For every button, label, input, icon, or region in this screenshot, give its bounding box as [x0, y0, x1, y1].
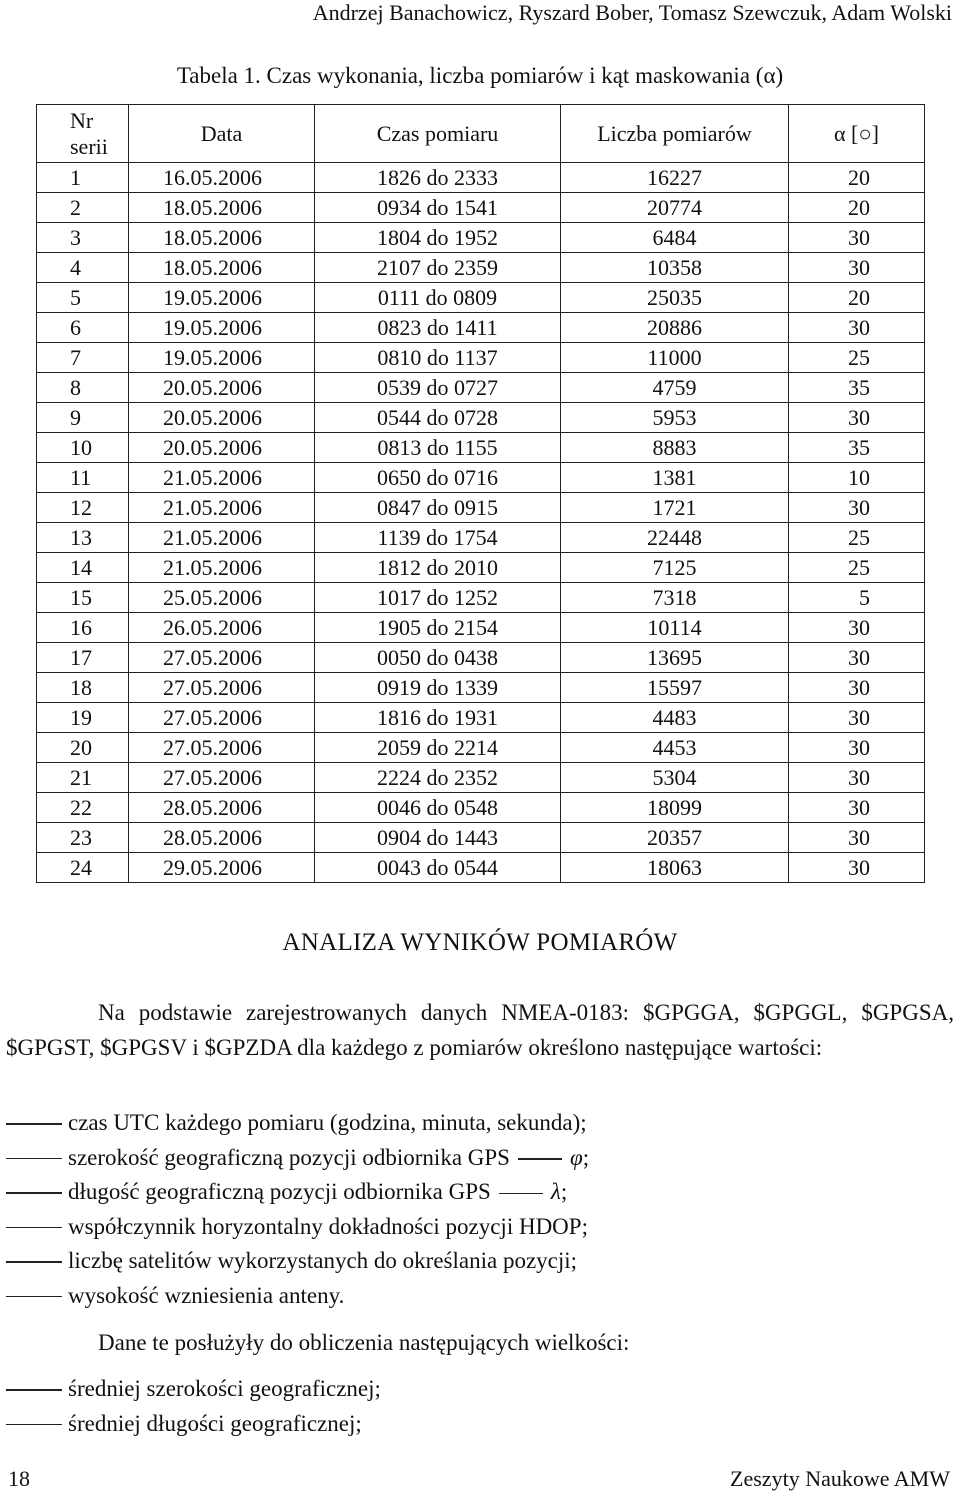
list-item-text: średniej długości geograficznej;: [68, 1410, 362, 1436]
list-item-text: wysokość wzniesienia anteny.: [68, 1282, 345, 1308]
list-item: [6, 1244, 954, 1279]
cell-liczba: 4453: [561, 733, 789, 763]
cell-czas: 0823 do 1411: [315, 313, 561, 343]
cell-nr: 7: [37, 343, 129, 373]
cell-liczba: 7125: [561, 553, 789, 583]
cell-nr: 18: [37, 673, 129, 703]
cell-czas: 0919 do 1339: [315, 673, 561, 703]
inline-dash: [518, 1158, 562, 1160]
cell-nr: 13: [37, 523, 129, 553]
cell-date: 27.05.2006: [129, 703, 315, 733]
cell-nr: 9: [37, 403, 129, 433]
cell-nr: 21: [37, 763, 129, 793]
list-item-text: średniej szerokości geograficznej;: [68, 1376, 381, 1401]
table-row: [37, 793, 925, 823]
list-item-text: współczynnik horyzontalny dokładności pozycji HDOP;: [68, 1213, 588, 1239]
section-title: ANALIZA WYNIKÓW POMIARÓW: [282, 929, 678, 956]
page-number: 18: [8, 1466, 30, 1491]
cell-nr: 1: [37, 163, 129, 193]
cell-nr: 11: [37, 463, 129, 493]
cell-nr: 19: [37, 703, 129, 733]
cell-nr: 22: [37, 793, 129, 823]
list-item-text: liczbę satelitów wykorzystanych do określania pozycji;: [68, 1248, 578, 1273]
table-row: [37, 313, 925, 343]
table-row: [37, 673, 925, 703]
inline-dash: [499, 1193, 543, 1195]
cell-czas: 0847 do 0915: [315, 493, 561, 523]
table-header-row: [37, 105, 925, 163]
cell-nr: 6: [37, 313, 129, 343]
list-item: [6, 1407, 954, 1442]
cell-liczba: 10114: [561, 613, 789, 643]
cell-date: 29.05.2006: [129, 853, 315, 883]
cell-nr: 2: [37, 193, 129, 223]
cell-liczba: 10358: [561, 253, 789, 283]
cell-alpha: 30: [789, 643, 925, 673]
paragraph-intro: Na podstawie zarejestrowanych danych NMEA-0183: $GPGGA, $GPGGL, $GPGSA, $GPGST, $GPGSV i $GPZDA dla każdego z pomiarów określono następujące wartości:: [6, 1000, 954, 1060]
running-header: Andrzej Banachowicz, Ryszard Bober, Tomasz Szewczuk, Adam Wolski: [312, 0, 952, 25]
cell-date: 20.05.2006: [129, 403, 315, 433]
cell-date: 28.05.2006: [129, 793, 315, 823]
cell-alpha: 20: [789, 283, 925, 313]
cell-date: 21.05.2006: [129, 553, 315, 583]
cell-alpha: 25: [789, 553, 925, 583]
cell-czas: 2107 do 2359: [315, 253, 561, 283]
cell-date: 20.05.2006: [129, 373, 315, 403]
cell-liczba: 16227: [561, 163, 789, 193]
cell-date: 18.05.2006: [129, 193, 315, 223]
cell-liczba: 18063: [561, 853, 789, 883]
cell-date: 27.05.2006: [129, 673, 315, 703]
cell-alpha: 5: [789, 583, 925, 613]
cell-czas: 0650 do 0716: [315, 463, 561, 493]
column-header-liczba: Liczba pomiarów: [561, 105, 789, 163]
cell-date: 18.05.2006: [129, 223, 315, 253]
cell-alpha: 25: [789, 343, 925, 373]
cell-czas: 2224 do 2352: [315, 763, 561, 793]
cell-nr: 23: [37, 823, 129, 853]
list-item: [6, 1210, 954, 1245]
cell-date: 27.05.2006: [129, 733, 315, 763]
cell-liczba: 11000: [561, 343, 789, 373]
semicolon: ;: [582, 1144, 590, 1170]
table-row: [37, 373, 925, 403]
table-row: [37, 703, 925, 733]
cell-nr: 15: [37, 583, 129, 613]
cell-liczba: 20886: [561, 313, 789, 343]
table-row: [37, 823, 925, 853]
cell-nr: 24: [37, 853, 129, 883]
cell-alpha: 35: [789, 373, 925, 403]
table-row: [37, 403, 925, 433]
cell-alpha: 30: [789, 793, 925, 823]
cell-alpha: 30: [789, 613, 925, 643]
cell-liczba: 6484: [561, 223, 789, 253]
cell-alpha: 30: [789, 223, 925, 253]
column-header-alpha: α [○]: [789, 105, 925, 163]
cell-date: 25.05.2006: [129, 583, 315, 613]
table-row: [37, 643, 925, 673]
table-row: [37, 613, 925, 643]
cell-date: 19.05.2006: [129, 313, 315, 343]
cell-date: 16.05.2006: [129, 163, 315, 193]
cell-alpha: 30: [789, 253, 925, 283]
computed-values-list: [6, 1372, 954, 1441]
cell-alpha: 30: [789, 733, 925, 763]
cell-date: 21.05.2006: [129, 463, 315, 493]
cell-liczba: 15597: [561, 673, 789, 703]
cell-czas: 0111 do 0809: [315, 283, 561, 313]
cell-nr: 5: [37, 283, 129, 313]
dash-bullet: [6, 1123, 62, 1125]
cell-alpha: 30: [789, 403, 925, 433]
cell-alpha: 30: [789, 853, 925, 883]
table-row: [37, 193, 925, 223]
semicolon: ;: [560, 1179, 568, 1204]
list-item-text: długość geograficzną pozycji odbiornika GPS: [68, 1179, 491, 1204]
cell-czas: 1905 do 2154: [315, 613, 561, 643]
cell-liczba: 8883: [561, 433, 789, 463]
cell-czas: 1804 do 1952: [315, 223, 561, 253]
dash-bullet: [6, 1261, 62, 1263]
dash-bullet: [6, 1158, 62, 1160]
cell-alpha: 25: [789, 523, 925, 553]
cell-liczba: 4759: [561, 373, 789, 403]
dash-bullet: [6, 1296, 62, 1298]
cell-date: 18.05.2006: [129, 253, 315, 283]
cell-alpha: 30: [789, 703, 925, 733]
dash-bullet: [6, 1192, 62, 1194]
table-row: [37, 853, 925, 883]
table-row: [37, 283, 925, 313]
latitude-symbol: φ: [569, 1144, 583, 1170]
list-item: [6, 1175, 954, 1210]
list-item-text: szerokość geograficzną pozycji odbiornika GPS: [68, 1144, 510, 1170]
cell-liczba: 1381: [561, 463, 789, 493]
table-row: [37, 223, 925, 253]
journal-name: Zeszyty Naukowe AMW: [730, 1466, 950, 1491]
cell-czas: 1816 do 1931: [315, 703, 561, 733]
table-row: [37, 253, 925, 283]
cell-czas: 0043 do 0544: [315, 853, 561, 883]
cell-date: 21.05.2006: [129, 493, 315, 523]
cell-nr: 4: [37, 253, 129, 283]
cell-alpha: 30: [789, 313, 925, 343]
cell-date: 20.05.2006: [129, 433, 315, 463]
cell-liczba: 22448: [561, 523, 789, 553]
cell-czas: 0904 do 1443: [315, 823, 561, 853]
cell-alpha: 30: [789, 673, 925, 703]
cell-nr: 14: [37, 553, 129, 583]
cell-alpha: 30: [789, 823, 925, 853]
table-row: [37, 523, 925, 553]
cell-liczba: 7318: [561, 583, 789, 613]
cell-liczba: 5953: [561, 403, 789, 433]
table-row: [37, 733, 925, 763]
dash-bullet: [6, 1424, 62, 1426]
cell-alpha: 10: [789, 463, 925, 493]
cell-liczba: 20357: [561, 823, 789, 853]
table-row: [37, 493, 925, 523]
cell-czas: 0934 do 1541: [315, 193, 561, 223]
cell-czas: 0046 do 0548: [315, 793, 561, 823]
cell-nr: 16: [37, 613, 129, 643]
cell-date: 21.05.2006: [129, 523, 315, 553]
cell-czas: 1812 do 2010: [315, 553, 561, 583]
cell-nr: 10: [37, 433, 129, 463]
cell-czas: 0813 do 1155: [315, 433, 561, 463]
cell-nr: 17: [37, 643, 129, 673]
cell-liczba: 5304: [561, 763, 789, 793]
cell-alpha: 20: [789, 163, 925, 193]
cell-czas: 1139 do 1754: [315, 523, 561, 553]
cell-alpha: 20: [789, 193, 925, 223]
list-item: [6, 1106, 954, 1141]
cell-czas: 0539 do 0727: [315, 373, 561, 403]
cell-liczba: 13695: [561, 643, 789, 673]
cell-date: 27.05.2006: [129, 763, 315, 793]
table-caption: Tabela 1. Czas wykonania, liczba pomiarów i kąt maskowania (α): [176, 63, 784, 88]
cell-czas: 0544 do 0728: [315, 403, 561, 433]
cell-liczba: 1721: [561, 493, 789, 523]
cell-czas: 1826 do 2333: [315, 163, 561, 193]
table-row: [37, 463, 925, 493]
cell-czas: 0810 do 1137: [315, 343, 561, 373]
cell-date: 28.05.2006: [129, 823, 315, 853]
cell-liczba: 4483: [561, 703, 789, 733]
table-row: [37, 343, 925, 373]
table-row: [37, 163, 925, 193]
list-item: [6, 1279, 954, 1314]
dash-bullet: [6, 1389, 62, 1391]
cell-liczba: 18099: [561, 793, 789, 823]
cell-alpha: 35: [789, 433, 925, 463]
column-header-date: Data: [129, 105, 315, 163]
paragraph-computed: Dane te posłużyły do obliczenia następujących wielkości:: [98, 1330, 630, 1355]
cell-nr: 20: [37, 733, 129, 763]
list-item-text: czas UTC każdego pomiaru (godzina, minuta, sekunda);: [68, 1110, 587, 1135]
cell-nr: 12: [37, 493, 129, 523]
measurement-table: [36, 104, 925, 883]
cell-czas: 0050 do 0438: [315, 643, 561, 673]
cell-czas: 1017 do 1252: [315, 583, 561, 613]
cell-alpha: 30: [789, 493, 925, 523]
table-row: [37, 763, 925, 793]
measured-values-list: [6, 1106, 954, 1313]
cell-alpha: 30: [789, 763, 925, 793]
column-header-nr: Nr serii: [37, 105, 129, 163]
cell-date: 19.05.2006: [129, 283, 315, 313]
list-item: [6, 1141, 954, 1176]
table-row: [37, 583, 925, 613]
table-body: [37, 163, 925, 883]
cell-nr: 3: [37, 223, 129, 253]
cell-date: 26.05.2006: [129, 613, 315, 643]
longitude-symbol: λ: [550, 1179, 561, 1204]
cell-nr: 8: [37, 373, 129, 403]
table-row: [37, 433, 925, 463]
cell-liczba: 25035: [561, 283, 789, 313]
cell-liczba: 20774: [561, 193, 789, 223]
cell-date: 27.05.2006: [129, 643, 315, 673]
cell-date: 19.05.2006: [129, 343, 315, 373]
table-row: [37, 553, 925, 583]
dash-bullet: [6, 1227, 62, 1229]
column-header-czas: Czas pomiaru: [315, 105, 561, 163]
cell-czas: 2059 do 2214: [315, 733, 561, 763]
list-item: [6, 1372, 954, 1407]
